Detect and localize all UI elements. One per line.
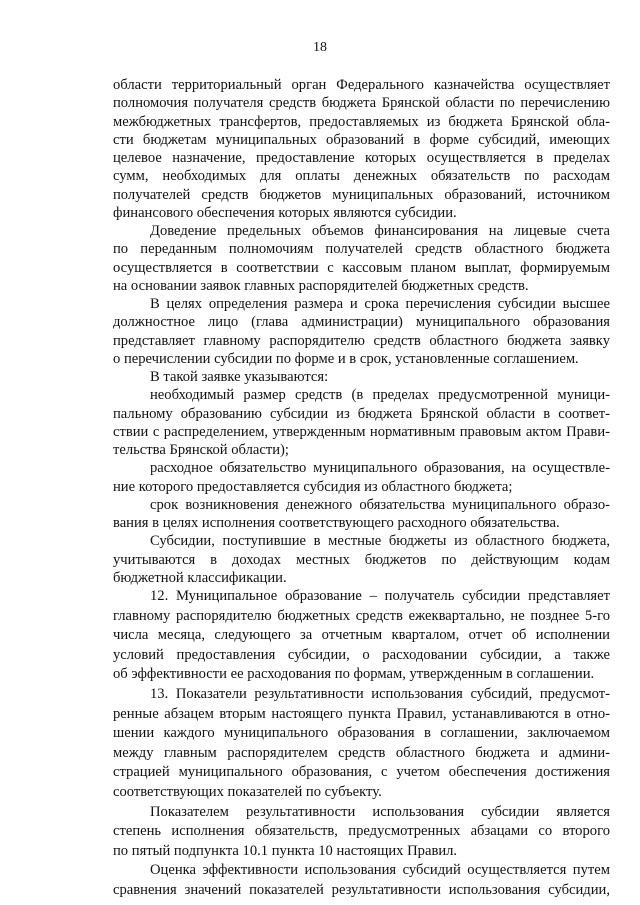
paragraph <box>113 587 610 685</box>
text-line: тельства Брянской области); <box>113 442 289 458</box>
text-line: межбюджетных трансфертов, предоставляемых из бюджета Брянской обла- <box>113 113 610 130</box>
text-line: на основании заявок главных распорядителей бюджетных средств. <box>113 277 529 294</box>
text-line: области территориальный орган Федерального казначейства осуществляет <box>113 77 610 93</box>
text-line: осуществляется в соответствии с кассовым планом выплат, формируемым <box>113 259 610 276</box>
text-line: полномочия получателя средств бюджета Брянской области по перечислению <box>113 95 610 112</box>
text-line: пальному образованию субсидии из бюджета Брянской области в соответ- <box>113 405 610 422</box>
paragraph <box>113 803 610 862</box>
text-line: числа месяца, следующего за отчетным кварталом, отчет об исполнении <box>113 627 610 644</box>
text-line: сти бюджетам муниципальных образований в форме субсидий, имеющих <box>113 131 610 148</box>
page-number: 18 <box>313 40 327 55</box>
paragraph <box>113 459 610 496</box>
paragraph <box>113 685 610 803</box>
text-line: Доведение предельных объемов финансирования на лицевые счета <box>150 223 610 239</box>
text-line: бюджетной классификации. <box>113 569 287 586</box>
text-line: необходимый размер средств (в пределах предусмотренной муници- <box>150 387 610 404</box>
text-line: целевое назначение, предоставление которых осуществляется в пределах <box>113 150 610 166</box>
text-line: о перечислении субсидии по форме и в срок, установленные соглашением. <box>113 350 579 367</box>
text-line: шении каждого муниципального образования в соглашении, заключаемом <box>113 725 610 742</box>
text-line: срок возникновения денежного обязательства муниципального образо- <box>150 496 610 513</box>
text-line: финансового обеспечения которых являются субсидии. <box>113 204 457 221</box>
text-line: получателей средств бюджетов муниципальных образований, источником <box>113 186 610 203</box>
text-line: В такой заявке указываются: <box>150 369 329 385</box>
paragraph <box>113 386 610 459</box>
paragraph <box>113 496 610 533</box>
paragraph <box>113 76 610 222</box>
text-line: представляет главному распорядителю средств областного бюджета заявку <box>113 332 610 349</box>
text-line: соответствующих показателей по субъекту. <box>113 783 382 800</box>
paragraph <box>113 532 610 587</box>
text-line: главному распорядителю бюджетных средств ежеквартально, не позднее 5-го <box>113 607 610 624</box>
text-line: по пятый подпункта 10.1 пункта 10 настоящих Правил. <box>113 842 458 859</box>
paragraph <box>113 861 610 900</box>
paragraph <box>113 368 610 386</box>
text-line: сумм, необходимых для оплаты денежных обязательств по расходам <box>113 168 610 185</box>
text-line: ренные абзацем вторым настоящего пункта Правил, устанавливаются в отно- <box>113 705 610 722</box>
text-line: В целях определения размера и срока перечисления субсидии высшее <box>150 296 610 312</box>
text-line: по переданным полномочиям получателей средств областного бюджета <box>113 241 610 258</box>
text-line: Показателем результативности использования субсидии является <box>150 803 610 820</box>
text-line: расходное обязательство муниципального образования, на осуществле- <box>150 460 610 477</box>
text-line: должностное лицо (глава администрации) муниципального образования <box>113 314 610 331</box>
text-line: страцией муниципального образования, с учетом обеспечения достижения <box>113 764 610 781</box>
text-line: 13. Показатели результативности использования субсидий, предусмот- <box>150 685 610 702</box>
text-line: Оценка эффективности использования субсидий осуществляется путем <box>150 862 610 879</box>
text-line: Субсидии, поступившие в местные бюджеты из областного бюджета, <box>150 533 610 550</box>
paragraph <box>113 222 610 295</box>
text-line: 12. Муниципальное образование – получатель субсидии представляет <box>150 588 610 604</box>
text-line: степень исполнения обязательств, предусмотренных абзацами со второго <box>113 823 610 840</box>
text-line: ствии с распределением, утвержденным нормативным правовым актом Прави- <box>113 423 610 440</box>
text-line: учитываются в доходах местных бюджетов по действующим кодам <box>113 551 610 568</box>
text-line: ние которого предоставляется субсидия из областного бюджета; <box>113 478 513 495</box>
text-line: сравнения значений показателей результативности использования субсидии, <box>113 881 610 898</box>
document-body <box>113 76 610 901</box>
text-line: между главным распорядителем средств областного бюджета и админи- <box>113 744 610 761</box>
paragraph <box>113 295 610 368</box>
text-line: вания в целях исполнения соответствующего расходного обязательства. <box>113 515 560 531</box>
text-line: об эффективности ее расходования по формам, утвержденным в соглашении. <box>113 666 595 683</box>
text-line: условий предоставления субсидии, о расходовании субсидии, а также <box>113 646 610 663</box>
